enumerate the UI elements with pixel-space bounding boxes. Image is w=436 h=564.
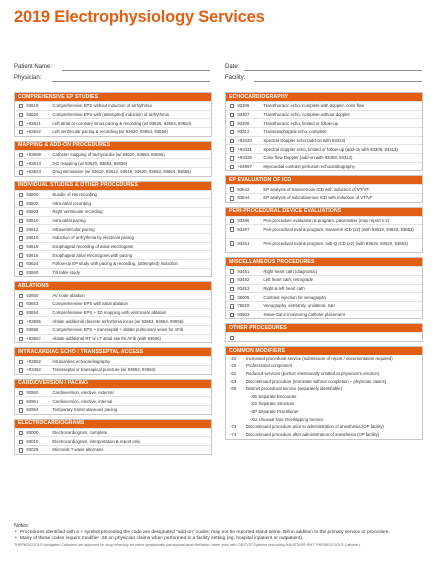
modifier-row: [226, 423, 422, 431]
procedure-code: 93025: [26, 447, 39, 453]
row-checkbox[interactable]: [230, 219, 234, 223]
procedure-description: Peri-procedural eval & program, transvenI ICD (x2) (with 93619, 93620, 93653): [263, 226, 414, 232]
row-checkbox[interactable]: [230, 156, 234, 160]
modifier-description: Reduced services (portion intentionally omitted at physician's election): [246, 371, 380, 377]
modifier-description: -XP Separate Practitioner: [250, 409, 299, 415]
procedure-code: 92961: [26, 398, 39, 404]
row-checkbox[interactable]: [19, 161, 23, 165]
procedure-code: 93619: [26, 103, 39, 109]
procedure-row: [226, 292, 422, 301]
procedure-row: [15, 198, 211, 207]
row-checkbox[interactable]: [19, 253, 23, 257]
procedure-row: [15, 190, 211, 199]
patient-name-label: Patient Name:: [14, 64, 53, 70]
row-checkbox[interactable]: [19, 294, 23, 298]
modifier-row: [226, 416, 422, 424]
procedure-code: 93503: [237, 311, 250, 317]
modifier-code: [226, 409, 246, 415]
row-checkbox[interactable]: [19, 219, 23, 223]
row-checkbox[interactable]: [19, 170, 23, 174]
procedure-row: [15, 388, 211, 397]
procedure-description: 3-D mapping (w/ 93620, 93653, 93656): [52, 160, 128, 166]
procedure-code: 93615: [26, 243, 39, 249]
procedure-code: 93650: [26, 292, 39, 298]
procedure-row: [15, 334, 211, 343]
procedure-code: 93453: [237, 285, 250, 291]
procedure-code: +93325: [237, 155, 252, 161]
facility-label: Facility:: [225, 75, 246, 81]
section: [14, 92, 212, 137]
procedure-row: [226, 238, 422, 252]
physician-label: Physician:: [14, 75, 42, 81]
procedure-row: [226, 110, 422, 119]
section: [14, 347, 212, 374]
modifier-row: [226, 408, 422, 416]
procedure-code: 93618: [26, 235, 39, 241]
procedure-description: Contrast injection for venography: [263, 294, 327, 300]
procedure-description: Comprehensive EPS with (attempted) induction of arrhythmia: [52, 111, 169, 117]
procedure-description: Intra-atrial pacing: [52, 217, 86, 223]
procedure-row: [15, 290, 211, 299]
section: [14, 181, 212, 278]
procedure-row: [15, 405, 211, 414]
procedure-code: +93621: [26, 120, 41, 126]
procedure-description: Follow-up EP study with pacing & recording, (attempted) induction: [52, 261, 178, 267]
date-label: Date:: [225, 64, 240, 70]
modifier-code: -74: [230, 431, 237, 437]
procedure-description: Intraventricular pacing: [52, 226, 95, 232]
row-checkbox[interactable]: [19, 113, 23, 117]
procedure-description: Cardioversion, elective, external: [52, 389, 114, 395]
row-checkbox[interactable]: [19, 431, 23, 435]
procedure-description: Intracardiac echocardiography: [52, 358, 111, 364]
procedure-row: [15, 250, 211, 259]
procedure-description: Right heart cath (diagnostic): [263, 268, 318, 274]
section-title: ECHOCARDIOGRAPHY: [226, 93, 422, 101]
procedure-code: 92953: [26, 407, 39, 413]
section: [14, 141, 212, 177]
procedure-description: Left ventricular pacing & recording (w/ 93620, 93653, 93656): [52, 129, 168, 135]
row-checkbox[interactable]: [230, 165, 234, 169]
modifier-description: -XU Unusual Non-Overlapping Service: [250, 416, 324, 422]
modifier-row: [226, 355, 422, 363]
row-checkbox[interactable]: [19, 368, 23, 372]
note-add-on: • Procedures identified with a + symbol preceding the code are designated "add-on" codes; may not be reported stand-alone. Bill in addition to the primary service or procedure.: [14, 530, 424, 536]
procedure-code: 93261: [237, 240, 250, 246]
procedure-row: [226, 153, 422, 162]
section: [225, 257, 423, 319]
procedure-row: [226, 224, 422, 238]
procedure-code: 93620: [26, 111, 39, 117]
section: [14, 379, 212, 415]
row-checkbox[interactable]: [230, 130, 234, 134]
procedure-row: [15, 445, 211, 454]
patient-name-field[interactable]: [62, 70, 210, 71]
procedure-code: 93286: [237, 217, 250, 223]
procedure-description: Cardioversion, elective, internal: [52, 398, 113, 404]
procedure-description: Microvolt T-wave alternans: [52, 447, 104, 453]
procedure-row: [15, 308, 211, 317]
row-checkbox[interactable]: [230, 278, 234, 282]
section-title: EP EVALUATION OF ICD: [226, 176, 422, 184]
section-title: MAPPING & ADD-ON PROCEDURES: [15, 142, 211, 150]
modifier-code: [226, 394, 246, 400]
section: [225, 323, 423, 342]
procedure-row: [15, 268, 211, 277]
procedure-code: 93306: [237, 103, 250, 109]
procedure-description: EP analysis of subcutaneous ICD with induction of VT/VF: [263, 195, 373, 201]
row-checkbox[interactable]: [19, 400, 23, 404]
section: [225, 92, 423, 171]
row-checkbox[interactable]: [19, 360, 23, 364]
row-checkbox[interactable]: [19, 337, 23, 341]
modifiers-section: [225, 346, 423, 440]
procedure-description: Color flow Doppler (add-on with 93308, 93312): [263, 155, 353, 161]
modifier-description: Discontinued procedure prior to administration of anesthesia (OP facility): [246, 424, 384, 430]
procedure-row: [15, 356, 211, 365]
procedure-description: Tilt table study: [52, 269, 80, 275]
procedure-description: Spectral Doppler echo (add-on with 93312): [263, 137, 346, 143]
modifier-description: Discontinued procedure after administration of anesthesia (OP facility): [246, 431, 380, 437]
row-checkbox[interactable]: [19, 245, 23, 249]
procedure-code: 36005: [237, 294, 250, 300]
row-checkbox[interactable]: [230, 336, 234, 340]
procedure-description: Comprehensive EPS + transseptal + ablate pulmonary veins for AFib: [52, 327, 184, 333]
procedure-code: +04997: [237, 163, 252, 169]
row-checkbox[interactable]: [19, 104, 23, 108]
row-checkbox[interactable]: [19, 193, 23, 197]
procedure-row: [15, 428, 211, 437]
procedure-row: [15, 436, 211, 445]
section-title: INDIVIDUAL STUDIES & OTHER PROCEDURES: [15, 182, 211, 190]
modifier-code: -22: [230, 355, 237, 361]
procedure-description: Temporary transcutaneous pacing: [52, 407, 118, 413]
row-checkbox[interactable]: [19, 201, 23, 205]
procedure-row: [15, 325, 211, 334]
procedure-description: Transesophageal echo, complete: [263, 129, 327, 135]
section-title: PERI-PROCEDURAL DEVICE EVALUATIONS: [226, 208, 422, 216]
procedure-description: Transthoracic echo, complete with doppler, color flow: [263, 103, 365, 109]
procedure-description: Ablate additional RT or LT atrial site for AFib (with 93656): [52, 335, 161, 341]
procedure-row: [15, 233, 211, 242]
modifier-code: -59: [230, 386, 237, 392]
procedure-row: [15, 110, 211, 119]
procedure-code: 93010: [26, 438, 39, 444]
procedure-description: Bundle of His recording: [52, 191, 98, 197]
procedure-code: +93623: [26, 169, 41, 175]
procedure-description: AV node ablation: [52, 292, 85, 298]
procedure-row: [15, 316, 211, 325]
section: [14, 281, 212, 343]
procedure-row: [226, 266, 422, 275]
procedure-description: Intra-atrial recording: [52, 200, 91, 206]
procedure-code: 93287: [237, 226, 250, 232]
procedure-description: Comprehensive EPS with atrial ablation: [52, 301, 128, 307]
row-checkbox[interactable]: [230, 104, 234, 108]
row-checkbox[interactable]: [230, 313, 234, 317]
procedure-code: 93644: [237, 195, 250, 201]
procedure-description: Transthoracic echo, limited or follow-up: [263, 120, 338, 126]
row-checkbox[interactable]: [230, 196, 234, 200]
procedure-row: [15, 259, 211, 268]
procedure-row: [226, 301, 422, 310]
procedure-code: 93624: [26, 261, 39, 267]
procedure-code: 93000: [26, 430, 39, 435]
procedure-code: +93462: [26, 367, 41, 373]
modifier-description: Professional component: [246, 363, 293, 369]
modifier-code: -73: [230, 424, 237, 430]
footnote: THERMOCOOL® Navigation Catheters are approved for drug refractory recurrent symptomatic paroxysmal atrial fibrillation, when used with CARTO® Systems (excluding NAVISTAR® RMT THERMOCOOL® Catheter).: [14, 543, 361, 548]
physician-field[interactable]: [52, 81, 210, 82]
procedure-row: [15, 224, 211, 233]
procedure-description: Peri-procedure evaluation & program, pacemaker (may report x 2): [263, 217, 390, 223]
modifier-row: [226, 431, 422, 439]
modifier-row: [226, 370, 422, 378]
procedure-code: 93616: [26, 252, 39, 258]
modifier-description: Discontinued procedure (terminate without completion – physician claims): [246, 378, 387, 384]
section-title: ABLATIONS: [15, 282, 211, 290]
procedure-description: Electrocardiogram, interpretation & report only: [52, 438, 141, 444]
procedure-code: 93660: [26, 269, 39, 275]
procedure-row: [226, 193, 422, 202]
procedure-code: +93321: [237, 146, 252, 152]
row-checkbox[interactable]: [19, 227, 23, 231]
row-checkbox[interactable]: [230, 295, 234, 299]
section-title: OTHER PROCEDURES: [226, 324, 422, 332]
procedure-description: Venography, extremity, unilateral, S&I: [263, 303, 335, 309]
procedure-row: [15, 216, 211, 225]
procedure-code: 75820: [237, 303, 250, 309]
row-checkbox[interactable]: [230, 113, 234, 117]
modifier-description: -XE Separate Encounter: [250, 393, 297, 399]
procedure-description: Right ventricular recording: [52, 209, 103, 215]
procedure-row: [15, 299, 211, 308]
procedure-code: 93307: [237, 111, 250, 117]
row-checkbox[interactable]: [19, 271, 23, 275]
row-checkbox[interactable]: [19, 153, 23, 157]
row-checkbox[interactable]: [230, 227, 234, 231]
row-checkbox[interactable]: [19, 121, 23, 125]
procedure-row: [15, 167, 211, 176]
page-title: 2019 Electrophysiology Services: [14, 8, 265, 26]
modifier-code: -26: [230, 363, 237, 369]
procedure-row: [15, 207, 211, 216]
modifier-row: [226, 385, 422, 393]
row-checkbox[interactable]: [230, 121, 234, 125]
procedure-description: Drug stimulation (w/ 93610, 93612, 93619, 93620, 93653, 93654, 93656): [52, 169, 191, 175]
modifier-row: [226, 363, 422, 371]
procedure-description: Transseptal or transapical puncture (w/ 93653, 93654): [52, 367, 156, 373]
procedure-description: Left heart cath, retrograde: [263, 277, 314, 283]
section-title: MISCELLANEOUS PROCEDURES: [226, 258, 422, 266]
row-checkbox[interactable]: [230, 287, 234, 291]
modifier-row: [226, 401, 422, 409]
row-checkbox[interactable]: [230, 304, 234, 308]
procedure-row: [15, 242, 211, 251]
section: [14, 419, 212, 455]
row-checkbox[interactable]: [19, 236, 23, 240]
procedure-row: [226, 162, 422, 171]
procedure-row: [226, 216, 422, 225]
row-checkbox[interactable]: [19, 262, 23, 266]
section-title: ELECTROCARDIOGRAMS: [15, 420, 211, 428]
row-checkbox[interactable]: [19, 391, 23, 395]
procedure-row: [15, 150, 211, 159]
facility-field[interactable]: [254, 81, 422, 82]
procedure-description: Induction of arrhythmia by electrical pacing: [52, 235, 134, 241]
procedure-code: +93320: [237, 137, 252, 143]
procedure-row: [226, 284, 422, 293]
section-title: COMPREHENSIVE EP STUDIES: [15, 93, 211, 101]
modifier-row: [226, 378, 422, 386]
procedure-code: +93655: [26, 318, 41, 324]
procedure-code: 93308: [237, 120, 250, 126]
procedure-row: [15, 158, 211, 167]
note-modifier-26: • Many of these codes require modifier -26 on physician claims when performed in a facility setting (eg, hospital inpatient or outpatient).: [14, 536, 424, 542]
procedure-row: [226, 101, 422, 110]
procedure-row: [15, 127, 211, 136]
row-checkbox[interactable]: [230, 269, 234, 273]
procedure-code: 93654: [26, 309, 39, 315]
row-checkbox[interactable]: [19, 440, 23, 444]
procedure-row: [226, 118, 422, 127]
modifier-description: -XS Separate Structure: [250, 401, 295, 407]
procedure-description: Right & left heart cath: [263, 285, 305, 291]
modifier-description: Increased procedural service (submission of report / documentation required): [246, 355, 393, 361]
procedure-row: [226, 275, 422, 284]
procedure-description: Electrocardiogram, complete: [52, 430, 108, 435]
procedure-code: 93656: [26, 327, 39, 333]
procedure-code: 93600: [26, 191, 39, 197]
modifier-description: Distinct procedural service (separately identifiable): [246, 386, 343, 392]
procedure-code: 93610: [26, 217, 39, 223]
procedure-code: 93451: [237, 268, 250, 274]
procedure-code: 93653: [26, 301, 39, 307]
date-field[interactable]: [244, 70, 422, 71]
row-checkbox[interactable]: [19, 408, 23, 412]
modifier-row: [226, 393, 422, 401]
procedure-row: [226, 332, 422, 341]
procedure-code: 92960: [26, 389, 39, 395]
section: [225, 175, 423, 202]
modifier-code: [226, 417, 246, 423]
procedure-row: [15, 365, 211, 374]
procedure-code: +93613: [26, 160, 41, 166]
procedure-row: [15, 118, 211, 127]
section-title: INTRACARDIAC ECHO / TRANSSEPTAL ACCESS: [15, 348, 211, 356]
procedure-code: 93312: [237, 129, 250, 135]
procedure-code: +93657: [26, 335, 41, 341]
section-title: COMMON MODIFIERS: [226, 347, 422, 355]
section-title: CARDIOVERSION / PACING: [15, 380, 211, 388]
procedure-code: +93662: [26, 358, 41, 364]
procedure-description: Comprehensive EPS + 3D mapping with ventricular ablation: [52, 309, 167, 315]
procedure-description: EP analysis of transvenous ICD with induction of VT/VF: [263, 186, 370, 192]
procedure-description: Spectral Doppler echo, limited or follow-up (add-on with 93308, 93312): [263, 146, 398, 152]
procedure-description: Transthoracic echo, complete without doppler: [263, 111, 350, 117]
notes-title: Notes:: [14, 523, 29, 529]
procedure-description: Esophageal recording of atrial electrogram: [52, 243, 134, 249]
row-checkbox[interactable]: [19, 328, 23, 332]
row-checkbox[interactable]: [19, 210, 23, 214]
procedure-code: +93622: [26, 129, 41, 135]
procedure-row: [15, 396, 211, 405]
procedure-code: 93612: [26, 226, 39, 232]
procedure-description: Ablate additional discrete arrhythmia focus (w/ 93653, 93654, 93656): [52, 318, 184, 324]
procedure-row: [226, 184, 422, 193]
procedure-description: Myocardial contrast perfusion echocardiography: [263, 163, 355, 169]
row-checkbox[interactable]: [19, 311, 23, 315]
section: [225, 207, 423, 254]
row-checkbox[interactable]: [230, 139, 234, 143]
procedure-code: 93452: [237, 277, 250, 283]
left-column: [14, 92, 212, 459]
procedure-description: Swan-Ganz monitoring catheter placement: [263, 311, 345, 317]
row-checkbox[interactable]: [19, 320, 23, 324]
procedure-row: [15, 101, 211, 110]
modifier-code: -53: [230, 378, 237, 384]
row-checkbox[interactable]: [230, 187, 234, 191]
procedure-description: Peri-procedural eval & program, sub-Q ICD (x2) (with 93619, 93620, 93653): [263, 240, 408, 246]
row-checkbox[interactable]: [19, 448, 23, 452]
modifier-code: -52: [230, 371, 237, 377]
procedure-row: [226, 310, 422, 319]
row-checkbox[interactable]: [230, 241, 234, 245]
procedure-description: Esophageal atrial electrogram with pacing: [52, 252, 133, 258]
procedure-description: Comprehensive EPS without induction of arrhythmia: [52, 103, 152, 109]
procedure-row: [226, 136, 422, 145]
procedure-code: 93603: [26, 209, 39, 215]
row-checkbox[interactable]: [230, 147, 234, 151]
procedure-description: Catheter mapping of tachycardia (w/ 93620, 93653, 93656): [52, 151, 165, 157]
modifier-code: [226, 401, 246, 407]
row-checkbox[interactable]: [19, 130, 23, 134]
right-column: [225, 92, 423, 444]
procedure-code: 93602: [26, 200, 39, 206]
procedure-row: [226, 127, 422, 136]
procedure-description: Left atrial or coronary sinus pacing & recording (w/ 93620, 93653, 93654): [52, 120, 192, 126]
row-checkbox[interactable]: [19, 302, 23, 306]
procedure-code: +93609: [26, 151, 41, 157]
procedure-row: [226, 144, 422, 153]
notes: [14, 523, 424, 547]
procedure-code: 93642: [237, 186, 250, 192]
